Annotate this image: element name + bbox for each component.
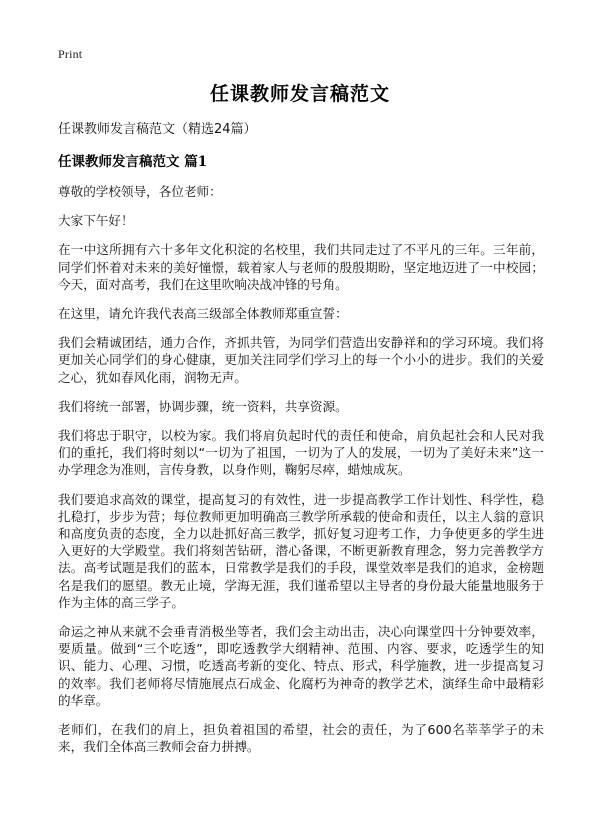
body-paragraph: 我们将统一部署，协调步骤，统一资料，共享资源。 <box>58 398 348 414</box>
body-paragraph: 在这里，请允许我代表高三级部全体教师郑重宣誓： <box>58 306 348 322</box>
body-paragraph: 我们会精诚团结，通力合作，齐抓共管，为同学们营造出安静祥和的学习环境。我们将更加关心同学们的身心健康，更加关注同学们学习上的每一个小小的进步。我们的关爱之心，犹如春风化雨，润物无声。 <box>58 335 544 385</box>
greeting: 大家下午好！ <box>58 213 134 229</box>
body-paragraph: 在一中这所拥有六十多年文化积淀的名校里，我们共同走过了不平凡的三年。三年前，同学们怀着对未来的美好憧憬，载着家人与老师的殷殷期盼，坚定地迈进了一中校园；今天，面对高考，我们在这里吹响决战冲锋的号角。 <box>58 242 544 292</box>
body-paragraph: 我们要追求高效的课堂，提高复习的有效性，进一步提高教学工作计划性、科学性，稳扎稳打，步步为营；每位教师更加明确高三教学所承载的使命和责任，以主人翁的意识和高度负责的态度，全力以赴抓好高三教学，抓好复习迎考工作，力争使更多的学生进入更好的大学殿堂。我们将刻苦钻研，潜心备课，不断更新教育理念，努力完善教学方法。高考试题是我们的蓝本，日常教学是我们的手段，课堂效率是我们的追求，金榜题名是我们的愿望。教无止境，学海无涯，我们谨希望以主导者的身份最大能量地服务于作为主体的高三学子。 <box>58 491 544 610</box>
print-label[interactable]: Print <box>58 47 83 61</box>
section-heading: 任课教师发言稿范文 篇1 <box>58 154 208 170</box>
body-paragraph: 老师们，在我们的肩上，担负着祖国的希望，社会的责任，为了600名莘莘学子的未来，我们全体高三教师会奋力拼搏。 <box>58 722 544 755</box>
document-title: 任课教师发言稿范文 <box>209 83 390 105</box>
salutation: 尊敬的学校领导，各位老师： <box>58 184 222 199</box>
body-paragraph: 命运之神从来就不会垂青消极坐等者，我们会主动出击，决心向课堂四十分钟要效率，要质量。做到“三个吃透”，即吃透教学大纲精神、范围、内容、要求，吃透学生的知识、能力、心理、习惯，吃透高考新的变化、特点、形式，科学施教，进一步提高复习的效率。我们老师将尽情施展点石成金、化腐朽为神奇的教学艺术，演绎生命中最精彩的华章。 <box>58 624 544 708</box>
body-paragraph: 我们将忠于职守，以校为家。我们将肩负起时代的责任和使命，肩负起社会和人民对我们的重托，我们将时刻以“一切为了祖国，一切为了人的发展，一切为了美好未来”这一办学理念为准则，言传身教，以身作则，鞠躬尽瘁，蜡烛成灰。 <box>58 428 544 478</box>
document-subtitle: 任课教师发言稿范文（精选24篇） <box>58 122 257 137</box>
document-body <box>58 121 544 767</box>
